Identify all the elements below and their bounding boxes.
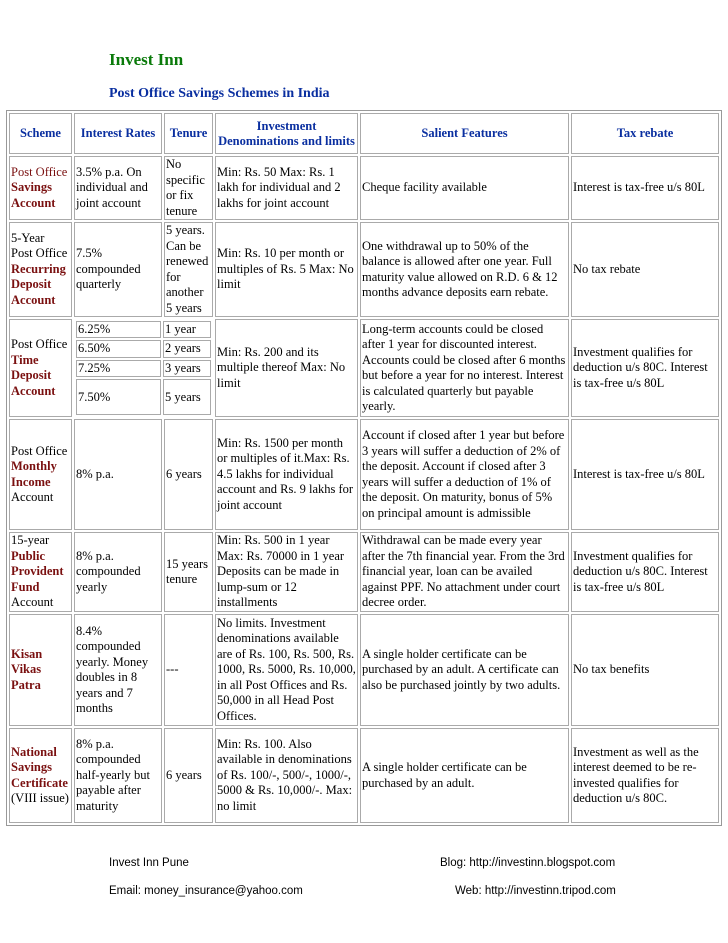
features-cell: Cheque facility available (360, 156, 569, 220)
col-header-tenure: Tenure (164, 113, 213, 154)
denominations-cell: Min: Rs. 1500 per month or multiples of it.Max: Rs. 4.5 lakhs for individual account and Rs. 9 lakhs for joint account (215, 419, 358, 530)
features-cell: One withdrawal up to 50% of the balance is allowed after one year. Full maturity value allowed on R.D. 6 & 12 months advance deposits earn rebate. (360, 222, 569, 317)
tenure-cell: 6 years (164, 728, 213, 823)
tax-cell: Investment qualifies for deduction u/s 80C. Interest is tax-free u/s 80L (571, 319, 719, 417)
table-row (9, 419, 719, 530)
td-rate-row (76, 321, 211, 339)
footer-email-link[interactable]: Email: money_insurance@yahoo.com (109, 885, 303, 897)
footer-web-link[interactable]: Web: http://investinn.tripod.com (455, 885, 616, 897)
col-header-features: Salient Features (360, 113, 569, 154)
denominations-cell: Min: Rs. 50 Max: Rs. 1 lakh for individual and 2 lakhs for joint account (215, 156, 358, 220)
features-cell: Account if closed after 1 year but before 3 years will suffer a deduction of 2% of the deposit. Account if closed after 3 years will suffer a deduction of 1% of the deposit. On maturity, bonus of 5% on principal amount is admissible (360, 419, 569, 530)
td-rates-table (74, 319, 213, 417)
interest-cell: 8% p.a. compounded yearly (74, 532, 162, 612)
tenure-cell: No specific or fix tenure (164, 156, 213, 220)
tax-cell: Interest is tax-free u/s 80L (571, 419, 719, 530)
td-tenure: 3 years (163, 360, 211, 378)
denominations-cell: Min: Rs. 100. Also available in denominations of Rs. 100/-, 500/-, 1000/-, 5000 & Rs. 10,000/-. Max: no limit (215, 728, 358, 823)
td-rate-row (76, 340, 211, 358)
scheme-name: Post Office Savings Account (9, 156, 72, 220)
scheme-name: Kisan Vikas Patra (9, 614, 72, 726)
features-cell: A single holder certificate can be purchased by an adult. A certificate can also be purchased jointly by two adults. (360, 614, 569, 726)
tenure-cell: 6 years (164, 419, 213, 530)
features-cell: A single holder certificate can be purchased by an adult. (360, 728, 569, 823)
table-row (9, 532, 719, 612)
denominations-cell: Min: Rs. 500 in 1 year Max: Rs. 70000 in 1 year Deposits can be made in lump-sum or 12 installments (215, 532, 358, 612)
td-rate: 7.50% (76, 379, 161, 415)
td-tenure: 1 year (163, 321, 211, 339)
scheme-name: Post Office Time Deposit Account (9, 319, 72, 417)
td-rates-cell (74, 319, 213, 417)
col-header-interest: Interest Rates (74, 113, 162, 154)
tax-cell: No tax rebate (571, 222, 719, 317)
tenure-cell: 5 years. Can be renewed for another 5 years (164, 222, 213, 317)
tax-cell: Interest is tax-free u/s 80L (571, 156, 719, 220)
scheme-name: National Savings Certificate (VIII issue) (9, 728, 72, 823)
features-cell: Long-term accounts could be closed after 1 year for discounted interest. Accounts could be closed after 6 months but before a year for no interest. Interest is calculated quarterly but payable yearly. (360, 319, 569, 417)
col-header-tax: Tax rebate (571, 113, 719, 154)
denominations-cell: Min: Rs. 200 and its multiple thereof Max: No limit (215, 319, 358, 417)
td-rate-row (76, 360, 211, 378)
footer-org: Invest Inn Pune (109, 857, 189, 869)
td-rate: 6.25% (76, 321, 161, 339)
table-row (9, 728, 719, 823)
features-cell: Withdrawal can be made every year after the 7th financial year. From the 3rd financial year, loan can be availed against PPF. No attachment under court decree order. (360, 532, 569, 612)
tax-cell: Investment as well as the interest deemed to be re-invested qualifies for deduction u/s 80C. (571, 728, 719, 823)
td-rate-row (76, 379, 211, 415)
scheme-name: Post Office Monthly Income Account (9, 419, 72, 530)
interest-cell: 8% p.a. (74, 419, 162, 530)
table-row (9, 614, 719, 726)
page-subtitle: Post Office Savings Schemes in India (109, 86, 330, 101)
interest-cell: 3.5% p.a. On individual and joint account (74, 156, 162, 220)
td-tenure: 5 years (163, 379, 211, 415)
td-rate: 6.50% (76, 340, 161, 358)
td-tenure: 2 years (163, 340, 211, 358)
table-row (9, 319, 719, 417)
schemes-table (6, 110, 722, 826)
tax-cell: No tax benefits (571, 614, 719, 726)
scheme-name: 5-Year Post Office Recurring Deposit Account (9, 222, 72, 317)
col-header-denominations: Investment Denominations and limits (215, 113, 358, 154)
footer-blog-link[interactable]: Blog: http://investinn.blogspot.com (440, 857, 616, 869)
interest-cell: 8% p.a. compounded half-yearly but payable after maturity (74, 728, 162, 823)
td-rate: 7.25% (76, 360, 161, 378)
page-title: Invest Inn (109, 50, 184, 69)
interest-cell: 7.5% compounded quarterly (74, 222, 162, 317)
table-row (9, 156, 719, 220)
interest-cell: 8.4% compounded yearly. Money doubles in 8 years and 7 months (74, 614, 162, 726)
scheme-name: 15-year Public Provident Fund Account (9, 532, 72, 612)
header-row (9, 113, 719, 154)
tenure-cell: --- (164, 614, 213, 726)
tenure-cell: 15 years tenure (164, 532, 213, 612)
denominations-cell: No limits. Investment denominations available are of Rs. 100, Rs. 500, Rs. 1000, Rs. 5000, Rs. 10,000, in all Post Offices and Rs. 50,000 in all Head Post Offices. (215, 614, 358, 726)
tax-cell: Investment qualifies for deduction u/s 80C. Interest is tax-free u/s 80L (571, 532, 719, 612)
table-row (9, 222, 719, 317)
col-header-scheme: Scheme (9, 113, 72, 154)
denominations-cell: Min: Rs. 10 per month or multiples of Rs. 5 Max: No limit (215, 222, 358, 317)
